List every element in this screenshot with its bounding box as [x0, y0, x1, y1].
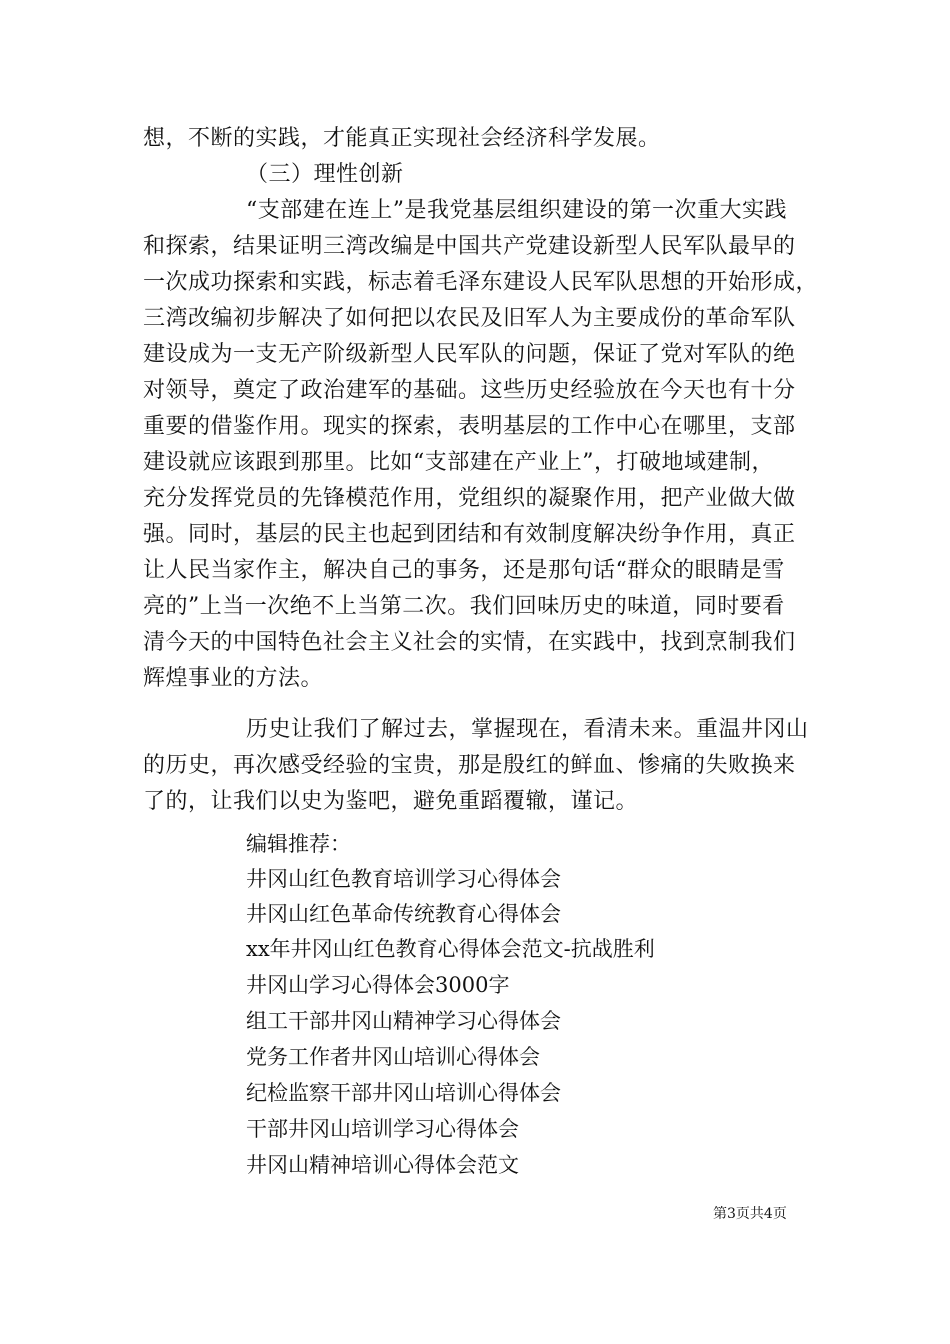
- body-line: 和探索，结果证明三湾改编是中国共产党建设新型人民军队最早的: [143, 234, 796, 259]
- recommend-link[interactable]: 井冈山红色革命传统教育心得体会: [246, 902, 561, 926]
- recommend-label: 编辑推荐：: [246, 832, 351, 856]
- body-line: 建设成为一支无产阶级新型人民军队的问题，保证了党对军队的绝: [143, 342, 796, 367]
- recommend-link[interactable]: 井冈山学习心得体会3000字: [246, 973, 510, 997]
- body-line: 重要的借鉴作用。现实的探索，表明基层的工作中心在哪里，支部: [143, 414, 796, 439]
- recommend-link[interactable]: 党务工作者井冈山培训心得体会: [246, 1045, 540, 1069]
- body-line: 充分发挥党员的先锋模范作用，党组织的凝聚作用，把产业做大做: [143, 486, 796, 511]
- recommend-link[interactable]: 干部井冈山培训学习心得体会: [246, 1117, 519, 1141]
- section-heading: （三）理性创新: [246, 162, 404, 187]
- page-number: 第3页共4页: [713, 1206, 787, 1222]
- body-line: 一次成功探索和实践，标志着毛泽东建设人民军队思想的开始形成，: [143, 270, 819, 295]
- body-line: 了的，让我们以史为鉴吧，避免重蹈覆辙，谨记。: [143, 789, 639, 814]
- body-line: 清今天的中国特色社会主义社会的实情，在实践中，找到烹制我们: [143, 630, 796, 655]
- body-line: 辉煌事业的方法。: [143, 666, 324, 691]
- body-line: 强。同时，基层的民主也起到团结和有效制度解决纷争作用，真正: [143, 522, 796, 547]
- recommend-link[interactable]: 组工干部井冈山精神学习心得体会: [246, 1009, 561, 1033]
- body-line: “支部建在连上”是我党基层组织建设的第一次重大实践: [246, 198, 787, 223]
- body-line: 三湾改编初步解决了如何把以农民及旧军人为主要成份的革命军队: [143, 306, 796, 331]
- recommend-link[interactable]: xx年井冈山红色教育心得体会范文-抗战胜利: [246, 937, 655, 961]
- recommend-link[interactable]: 井冈山精神培训心得体会范文: [246, 1153, 519, 1177]
- body-line: 的历史，再次感受经验的宝贵，那是殷红的鲜血、惨痛的失败换来: [143, 753, 796, 778]
- body-line: 对领导，奠定了政治建军的基础。这些历史经验放在今天也有十分: [143, 378, 796, 403]
- recommend-link[interactable]: 纪检监察干部井冈山培训心得体会: [246, 1081, 561, 1105]
- body-line: 历史让我们了解过去，掌握现在，看清未来。重温井冈山: [246, 717, 809, 742]
- body-line: 想，不断的实践，才能真正实现社会经济科学发展。: [143, 126, 661, 151]
- body-line: 让人民当家作主，解决自己的事务，还是那句话“群众的眼睛是雪: [143, 558, 785, 583]
- body-line: 建设就应该跟到那里。比如“支部建在产业上”，打破地域建制，: [143, 450, 774, 475]
- recommend-link[interactable]: 井冈山红色教育培训学习心得体会: [246, 867, 561, 891]
- body-line: 亮的”上当一次绝不上当第二次。我们回味历史的味道，同时要看: [143, 594, 785, 619]
